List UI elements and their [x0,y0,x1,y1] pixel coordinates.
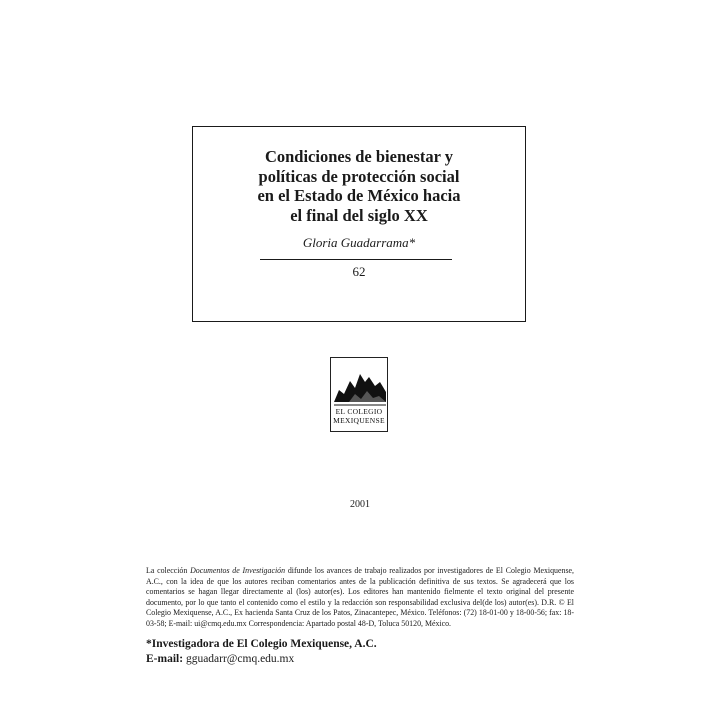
author-email [146,652,294,666]
email-address: gguadarr@cmq.edu.mx [183,653,295,665]
publication-year: 2001 [350,499,370,510]
document-title [193,147,525,225]
title-line: el final del siglo XX [290,205,428,225]
series-name: Documentos de Investigación [190,566,286,575]
notice-text: difunde los avances de trabajo realizados por investigadores de El Colegio Mexiquense, A.C., con la idea de que los autores reciban comentarios antes de la publicación definitiva de sus textos. Se agradecerá que los comentarios se hagan llegar directamente al (los) autor(es). Los editores han mantenido fielmente el texto original del presente documento, por lo que tanto el contenido como el estilo y la redacción son responsabilidad exclusiva del(de los) autor(es). D.R. [146,566,574,607]
copyright-symbol: © [558,597,565,607]
logo-text-line: MEXIQUENSE [333,416,385,425]
notice-text: El Colegio Mexiquense, A.C., Ex hacienda Santa Cruz de los Patos, Zinacantepec, México. Teléfonos: (72) 18-01-00 y 18-00-56; fax: 18-03-58; E-mail: ui@cmq.edu.mx Correspondencia: Apartado postal 48-D, Toluca 50120, México. [146,597,574,628]
title-line: políticas de protección social [258,166,460,186]
title-line: en el Estado de México hacia [257,186,461,205]
colegio-logo [330,357,388,432]
logo-text-line: EL COLEGIO [335,407,383,416]
author-affiliation: *Investigadora de El Colegio Mexiquense, A.C. [146,638,377,650]
title-line: Condiciones de bienestar y [264,147,454,166]
document-number: 62 [352,264,366,279]
collection-notice [146,566,574,630]
author-name: Gloria Guadarrama* [302,235,416,250]
notice-text: La colección [146,566,191,575]
email-label: E-mail: [146,653,184,665]
title-box [192,126,526,322]
title-divider [260,259,452,260]
